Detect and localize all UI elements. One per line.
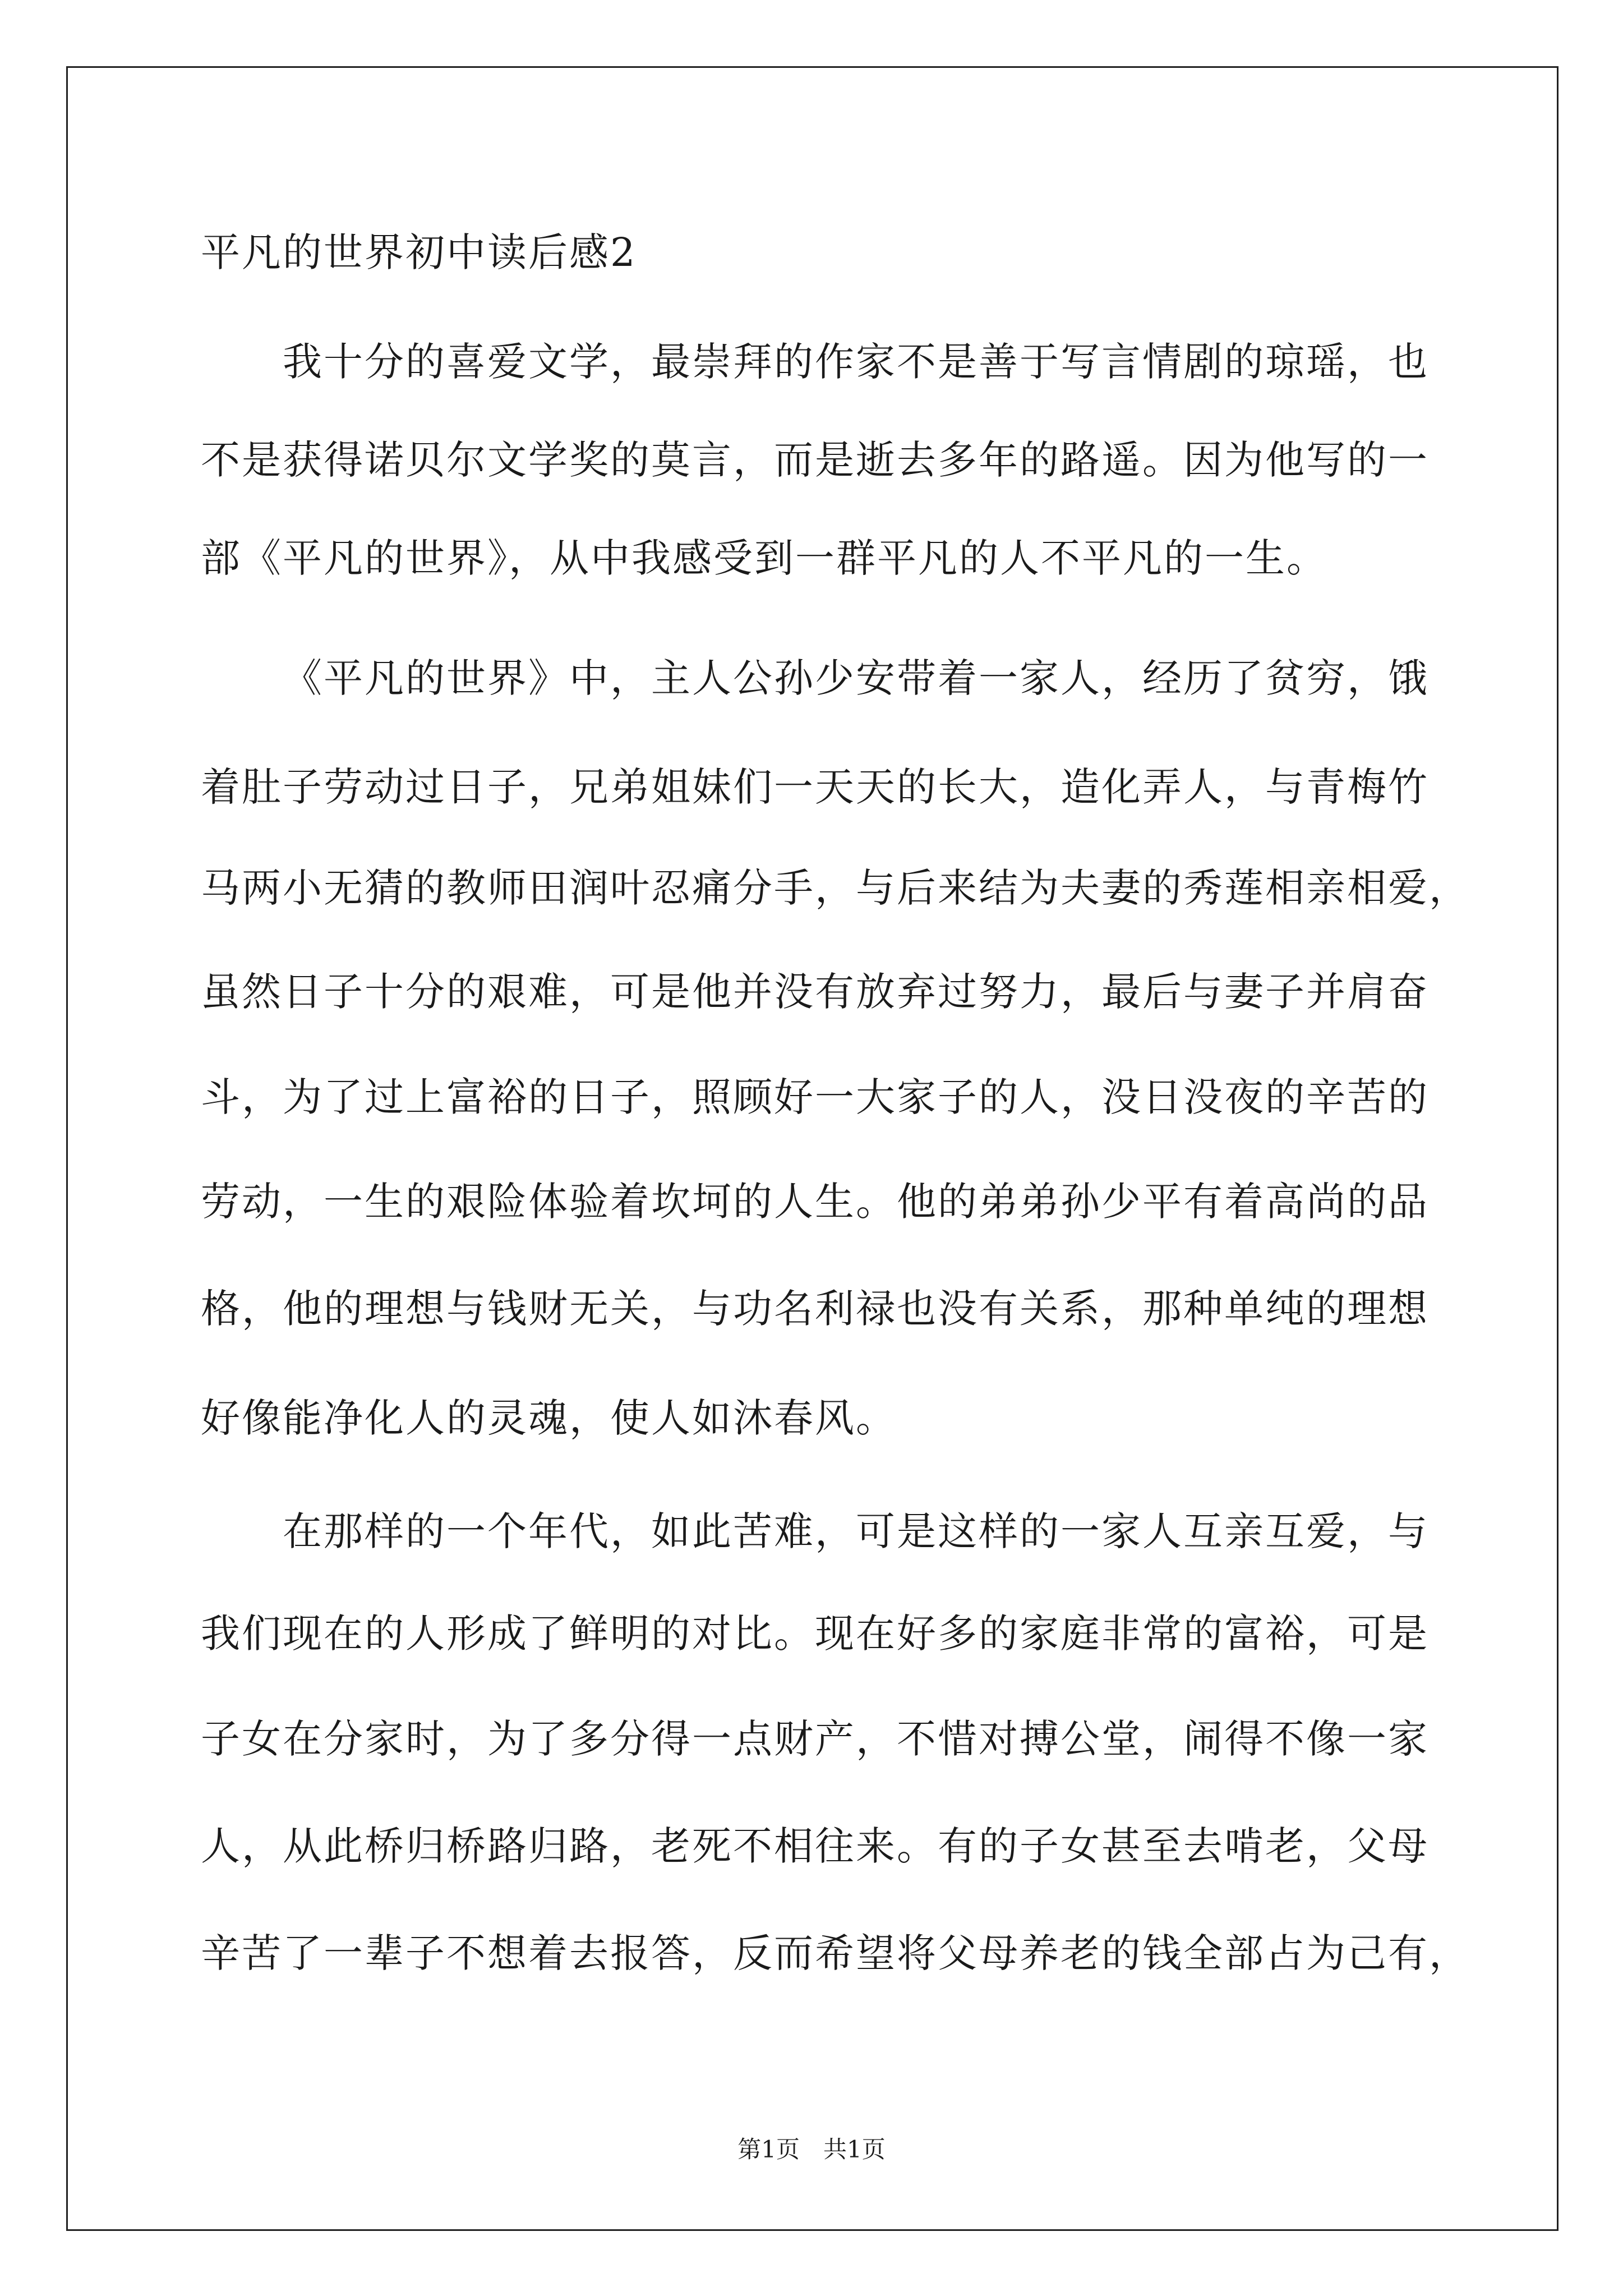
- paragraph-1-line-2: 不是获得诺贝尔文学奖的莫言，而是逝去多年的路遥。因为他写的一: [201, 437, 1429, 483]
- paragraph-1-line-1: 我十分的喜爱文学，最崇拜的作家不是善于写言情剧的琼瑶，也: [283, 339, 1429, 385]
- page-footer: 第1页 共1页: [737, 2136, 886, 2163]
- page-border: [66, 66, 1559, 2231]
- paragraph-1-line-3: 部《平凡的世界》，从中我感受到一群平凡的人不平凡的一生。: [201, 535, 1327, 581]
- paragraph-2-line-1: 《平凡的世界》中，主人公孙少安带着一家人，经历了贫穷，饿: [283, 655, 1429, 701]
- paragraph-2-line-3: 马两小无猜的教师田润叶忍痛分手，与后来结为夫妻的秀莲相亲相爱，: [201, 865, 1470, 911]
- paragraph-3-line-5: 辛苦了一辈子不想着去报答，反而希望将父母养老的钱全部占为己有，: [201, 1930, 1470, 1976]
- paragraph-2-line-2: 着肚子劳动过日子，兄弟姐妹们一天天的长大，造化弄人，与青梅竹: [201, 764, 1429, 810]
- paragraph-2-line-8: 好像能净化人的灵魂，使人如沐春风。: [201, 1395, 897, 1441]
- document-title: 平凡的世界初中读后感2: [201, 229, 637, 275]
- paragraph-2-line-7: 格，他的理想与钱财无关，与功名利禄也没有关系，那种单纯的理想: [201, 1286, 1429, 1332]
- paragraph-2-line-5: 斗，为了过上富裕的日子，照顾好一大家子的人，没日没夜的辛苦的: [201, 1074, 1429, 1120]
- paragraph-3-line-3: 子女在分家时，为了多分得一点财产，不惜对搏公堂，闹得不像一家: [201, 1716, 1429, 1762]
- paragraph-2-line-4: 虽然日子十分的艰难，可是他并没有放弃过努力，最后与妻子并肩奋: [201, 969, 1429, 1015]
- paragraph-3-line-4: 人，从此桥归桥路归路，老死不相往来。有的子女甚至去啃老，父母: [201, 1823, 1429, 1869]
- paragraph-3-line-2: 我们现在的人形成了鲜明的对比。现在好多的家庭非常的富裕，可是: [201, 1611, 1429, 1657]
- paragraph-2-line-6: 劳动，一生的艰险体验着坎坷的人生。他的弟弟孙少平有着高尚的品: [201, 1179, 1429, 1225]
- paragraph-3-line-1: 在那样的一个年代，如此苦难，可是这样的一家人互亲互爱，与: [283, 1508, 1429, 1554]
